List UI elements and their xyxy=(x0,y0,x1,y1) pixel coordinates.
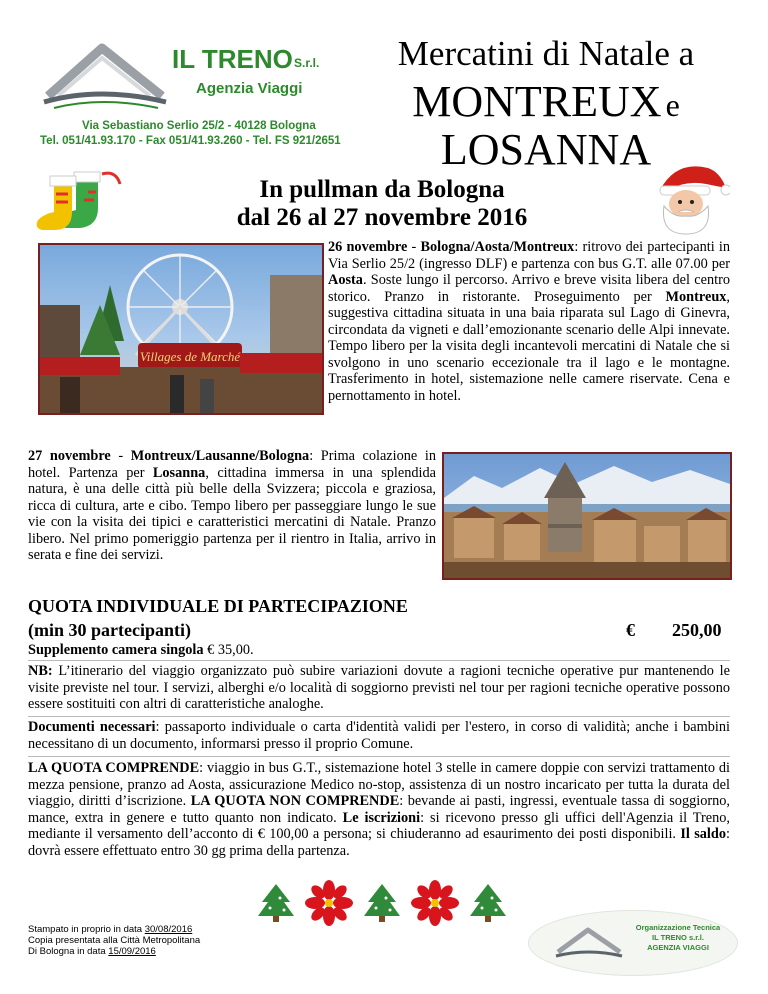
separator-1 xyxy=(28,660,730,661)
documenti-text: : passaporto individuale o carta d'identità validi per l'estero, in corso di validità; anche i bambini necessitano di un documento, informarsi presso il proprio Comune. xyxy=(28,719,730,752)
nb-label: NB: xyxy=(28,663,53,679)
day1-text-3: , suggestiva cittadina situata in una baia riparata sul Lago di Ginevra, circondata da vigneti e dall’emozionante scenario delle Alpi innevate. Tempo libero per la visita degli incantevoli mercatini di Natale che si svolgono in uno scenario eccezionale tra il lago e le montagne. Trasferimento in hotel, sistemazione nelle camere riservate. Cena e pernottamento in hotel. xyxy=(328,288,730,404)
christmas-tree-icon xyxy=(468,882,508,924)
footer-line-2: Copia presentata alla Città Metropolitana xyxy=(28,935,201,946)
documenti-paragraph xyxy=(28,719,730,752)
christmas-tree-icon xyxy=(256,882,296,924)
agency-name: IL TRENO xyxy=(172,44,293,74)
title-e: e xyxy=(665,87,680,123)
saldo-label: Il saldo xyxy=(680,826,727,842)
train-roof-logo-icon xyxy=(40,38,170,113)
supplement-value: € 35,00. xyxy=(203,642,254,658)
day1-date: 26 novembre xyxy=(328,239,408,255)
stamp-line-2: IL TRENO s.r.l. xyxy=(652,933,704,942)
poinsettia-icon xyxy=(304,880,354,926)
christmas-tree-icon xyxy=(362,882,402,924)
quota-currency: € xyxy=(626,620,635,640)
organization-stamp xyxy=(528,910,736,974)
separator-2 xyxy=(28,716,730,717)
day1-montreux: Montreux xyxy=(665,288,727,305)
day2-losanna: Losanna xyxy=(152,464,206,481)
saldo-text: : dovrà essere effettuato entro 30 gg prima della partenza. xyxy=(28,826,730,859)
day2-text-1: : Prima colazione in hotel. Partenza per xyxy=(28,448,436,481)
market-sign-text: Villages de Marché xyxy=(139,349,241,364)
train-roof-logo-icon xyxy=(554,924,624,960)
day2-route: Montreux/Lausanne/Bologna xyxy=(130,448,310,464)
footer-printed-date: 30/08/2016 xyxy=(144,924,193,935)
title-line-1: Mercatini di Natale a xyxy=(397,34,695,73)
subtitle-line-1: In pullman da Bologna xyxy=(259,176,505,203)
documenti-label: Documenti necessari xyxy=(28,719,156,735)
subtitle-line-2: dal 26 al 27 novembre 2016 xyxy=(236,204,528,231)
day1-paragraph: 26 novembre - Bologna/Aosta/Montreux: ritrovo dei partecipanti in Via Serlio 25/2 (ingresso DLF) e partenza con bus G.T. alle 07.00 per Aosta. Soste lungo il percorso. Arrivo e breve visita libera del centro storico. Pranzo in ristorante. Proseguimento per Montreux, suggestiva cittadina situata in una baia riparata sul Lago di Ginevra, circondata da vigneti e dall’emozionante scenario delle Alpi innevate. Tempo libero per la visita degli incantevoli mercatini di Natale che si svolgono in uno scenario eccezionale tra il lago e le montagne. Trasferimento in hotel, sistemazione nelle camere riservate. Cena e pernottamento in hotel. xyxy=(328,239,730,404)
agency-address: Via Sebastiano Serlio 25/2 - 40128 Bologna xyxy=(82,120,316,132)
supplement-label: Supplemento camera singola xyxy=(28,642,204,658)
footer-printed-label: Stampato in proprio in data xyxy=(28,924,145,935)
day1-route: Bologna/Aosta/Montreux xyxy=(420,239,575,255)
non-comprende-text: : bevande ai pasti, ingressi, eventuale tassa di soggiorno, mance, extra in genere e tutto quanto non indicato. xyxy=(28,793,730,826)
agency-phones: Tel. 051/41.93.170 - Fax 051/41.93.260 - Tel. FS 921/2651 xyxy=(40,135,341,147)
comprende-text: : viaggio in bus G.T., sistemazione hotel 3 stelle in camere doppie con servizi trattamento di mezza pensione, pranzo ad Aosta, assicurazione Medico no-stop, assistenza di un nostro incaricato per tutta la durata del viaggio, diritti d’iscrizione. xyxy=(28,760,730,809)
lausanne-city-photo xyxy=(442,452,732,580)
title-montreux: MONTREUX xyxy=(412,77,662,126)
poinsettia-icon xyxy=(410,880,460,926)
day1-aosta: Aosta xyxy=(328,272,363,288)
quota-heading: QUOTA INDIVIDUALE DI PARTECIPAZIONE xyxy=(28,596,408,616)
footer-line-3 xyxy=(28,946,200,957)
nb-paragraph xyxy=(28,663,730,713)
supplement-line xyxy=(28,642,254,659)
footer-presented-label: Di Bologna in data xyxy=(28,946,109,957)
nb-text: L’itinerario del viaggio organizzato può subire variazioni dovute a ragioni tecniche operative pur mantenendo le visite previste nel tour. I servizi, alberghi e/o località di soggiorno previsti nel tour per ragioni tecniche operative possono essere sostituiti con altri di caratteristiche analoghe. xyxy=(28,663,730,712)
day1-text-1: : ritrovo dei partecipanti in Via Serlio 25/2 (ingresso DLF) e partenza con bus G.T. alle 07.00 per xyxy=(328,239,730,272)
santa-claus-icon xyxy=(646,160,730,236)
separator-3 xyxy=(28,756,730,757)
footer-presented-date: 15/09/2016 xyxy=(108,946,156,957)
day2-text-2: , cittadina immersa in una splendida natura, è una delle città più belle della Svizzera; piccola e graziosa, ricca di cultura, arte e cibo. Tempo libero per passeggiare lungo le sue vie con la visita dei tipici e caratteristici mercatini di Natale. Pranzo libero. Nel primo pomeriggio partenza per il rientro in Italia, arrivo in serata e fine dei servizi. xyxy=(28,464,436,563)
quota-price: 250,00 xyxy=(672,620,722,640)
title-line-2 xyxy=(350,76,742,127)
agency-logo xyxy=(40,38,340,150)
stamp-line-3: AGENZIA VIAGGI xyxy=(647,943,709,952)
stamp-line-1: Organizzazione Tecnica xyxy=(635,923,721,932)
quota-min-participants: (min 30 partecipanti) xyxy=(28,620,191,640)
agency-suffix: S.r.l. xyxy=(294,56,320,70)
non-comprende-label: LA QUOTA NON COMPRENDE xyxy=(190,793,400,809)
christmas-stockings-icon xyxy=(32,168,132,236)
comprende-label: LA QUOTA COMPRENDE xyxy=(28,760,200,776)
footer-line-1 xyxy=(28,924,200,935)
agency-subtitle: Agenzia Viaggi xyxy=(196,80,303,97)
montreux-market-photo xyxy=(38,243,324,415)
day1-text-2: . Soste lungo il percorso. Arrivo e breve visita libera del centro storico. Pranzo in ristorante. Proseguimento per xyxy=(328,272,730,305)
iscrizioni-text: : si ricevono presso gli uffici dell'Agenzia il Treno, mediante il versamento dell’acconto di € 100,00 a persona; si chiuderanno ad esaurimento dei posti disponibili. xyxy=(28,809,730,842)
comprende-paragraph xyxy=(28,760,730,859)
footer-printed xyxy=(28,924,200,957)
title-line-3: LOSANNA xyxy=(440,125,652,174)
day2-date: 27 novembre xyxy=(28,448,111,464)
iscrizioni-label: Le iscrizioni xyxy=(342,809,421,826)
day2-paragraph: 27 novembre - Montreux/Lausanne/Bologna: Prima colazione in hotel. Partenza per Losanna, cittadina immersa in una splendida natura, è una delle città più belle della Svizzera; piccola e graziosa, ricca di cultura, arte e cibo. Tempo libero per passeggiare lungo le sue vie con la visita dei tipici e caratteristici mercatini di Natale. Pranzo libero. Nel primo pomeriggio partenza per il rientro in Italia, arrivo in serata e fine dei servizi. xyxy=(28,448,436,563)
